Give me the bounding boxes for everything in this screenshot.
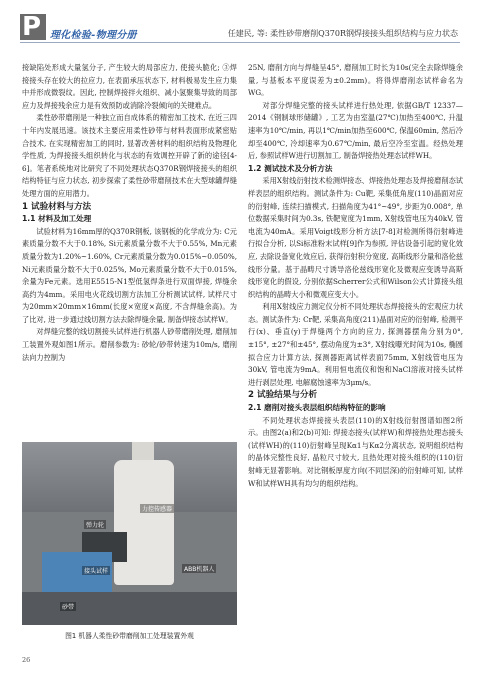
figure-label: 力控传感器 (142, 506, 173, 513)
paragraph: 利用X射线应力测定仪分析不同处理状态焊接接头的宏观应力状态。测试条件为: Cr靶, 采集高角度(211)晶面对应的衍射峰, 检测平行(x)、垂直(y)于焊缝两个方向的应力, 探测器摆角分别为0°, ±15°, ±27°和±45°, 摆动角度为±3°, X射线曝光时间为10s, 椭圆拟合应力计算方法, 探测器距离试样表面75mm, X射线管电压为30kV, 管电流为9mA。利用恒电流仪和饱和NaCl溶液对接头试样进行剥层处理, 电解腐蚀速率为3μm/s。 (248, 302, 463, 387)
paragraph: 对焊缝完整的线切割接头试样进行机器人砂带磨削处理, 磨削加工装置外观如图1所示。磨削参数为: 砂轮/砂带转速为10m/s, 磨削法向力控制为 (22, 327, 237, 362)
journal-name: 理化检验-物理分册 (50, 30, 137, 41)
header-rule (20, 42, 460, 43)
figure-caption: 图1 机器人柔性砂带磨削加工处理装置外观 (65, 632, 194, 640)
paragraph: 25N, 磨削方向与焊缝呈45°, 磨削加工时长为10s(完全去除焊缝余量, 与基板本平度误差为±0.2mm)。将得焊磨削态试样命名为WG。 (248, 63, 463, 98)
robot-body (114, 460, 174, 585)
subsection-heading: 1.2 测试技术及分析方法 (248, 163, 333, 173)
section-heading: 1 试验材料与方法 (22, 201, 92, 212)
paragraph: 柔性砂带磨削是一种独立而自成体系的精密加工技术, 在近三四十年内发展迅速。该技术主要应用柔性砂带与材料表面形成紧密贴合技术, 在实现精密加工的同时, 显著改善材料的组织结构及物理化学性质, 为焊接接头组织转化与状态的有效调控开辟了新的途径[4-6]。笔者系统地对比研究了不同处理状态Q370R钢焊接接头的组织结构特征与应力状态, 初步探索了柔性砂带磨削技术在大型球罐焊缝处理方面的应用潜力。 (22, 113, 237, 198)
page-number: 26 (22, 656, 31, 664)
figure-label: ABB机器人 (184, 566, 215, 573)
paragraph: 不同处理状态焊接接头表层(110)的X射线衍射图谱如图2所示。由图2(a)和2(b)可知: 焊接态接头(试样W)和焊接热处理态接头(试样WH)的(110)衍射峰呈现Kα1与Kα2分离状态, 说明组织结构的晶体完整性良好, 晶粒尺寸较大, 且热处理对接头组织的(110)衍射峰无显著影响。对比钢板厚度方向(不同层深)的衍射峰可知, 试样W和试样WH具有均匀的组织结构。 (248, 415, 463, 488)
paragraph: 对部分焊缝完整的接头试样进行热处理, 依据GB/T 12337—2014《钢制球形储罐》, 工艺为由室温(27℃)加热至400℃, 升温速率为10℃/min, 再以1℃/min加热至600℃, 保温60min, 然后冷却至400℃, 冷却速率为0.67℃/min, 最后空冷至室温。经热处理后, 参照试样W进行切割加工, 制备焊接热处理态试样WH。 (248, 100, 463, 161)
section-heading: 2 试验结果与分析 (248, 390, 318, 401)
logo-letter: P (22, 12, 42, 42)
figure-label: 砂带 (62, 604, 75, 611)
paragraph: 采用X射线衍射技术检测焊接态、焊接热处理态及焊接磨削态试样表层的组织结构。测试条件为: Cu靶, 采集低角度(110)晶面对应的衍射峰, 连续扫描模式, 扫描角度为41°~49°, 步距为0.008°, 单位数据采集时间为0.3s, 铁靶宽度为1mm, X射线管电压为40kV, 管电流为40mA。采用Voigt线形分析方法[7-8]对检测所得衍射峰进行拟合分析, 以Si标准粉末试样[9]作为参照, 评估设备引起的宽化效应, 去除设备宽化效应后, 获得衍射积分宽度, 高斯线形分量和洛伦兹线形分量。基于晶畴尺寸诱导洛伦兹线形宽化及微观应变诱导高斯线形宽化的假设, 分别依据Scherrer公式和Wilson公式计算接头组织结构的晶畴大小和微观应变大小。 (248, 176, 463, 299)
running-head: 任建民, 等: 柔性砂带磨削Q370R钢焊接接头组织结构与应力状态 (227, 29, 458, 38)
subsection-heading: 2.1 磨削对接头表层组织结构特征的影响 (248, 403, 386, 413)
floor (22, 592, 237, 625)
paragraph: 试验材料为16mm厚的Q370R钢板, 该钢板的化学成分为: C元素质量分数不大于0.18%, Si元素质量分数不大于0.55%, Mn元素质量分数为1.20%~1.60%, Cr元素质量分数为0.015%~0.050%, Ni元素质量分数不大于0.025%, Mo元素质量分数不大于0.015%, 余量为Fe元素。选用E5515-N1型低氢焊条进行双面焊接, 焊缝余高约为4mm。采用电火花线切割方法加工分析测试试样, 试样尺寸为20mm×20mm×16mm(长度×宽度×高度, 不含焊缝余高)。为了比对, 进一步通过线切割方法去除焊缝余量, 制备焊接态试样W。 (22, 226, 237, 324)
left-column (22, 62, 237, 364)
figure-1-photo (22, 442, 237, 625)
subsection-heading: 1.1 材料及加工处理 (22, 214, 92, 224)
page-header (0, 0, 480, 46)
figure-label: 接头试样 (84, 568, 109, 575)
right-column (248, 62, 463, 490)
figure-label: 弹力轮 (86, 522, 105, 529)
paragraph: 接缺陷处形成大量氢分子, 产生较大的局部应力, 使接头脆化; ③焊接接头存在较大的拉应力, 在表面承压状态下, 材料极易发生应力集中并形成微裂纹。因此, 控制焊接拌火组织、减小氢聚集导致的局部应力及焊接残余应力是有效预防或消除冷裂倾向的关键难点。 (22, 63, 237, 110)
